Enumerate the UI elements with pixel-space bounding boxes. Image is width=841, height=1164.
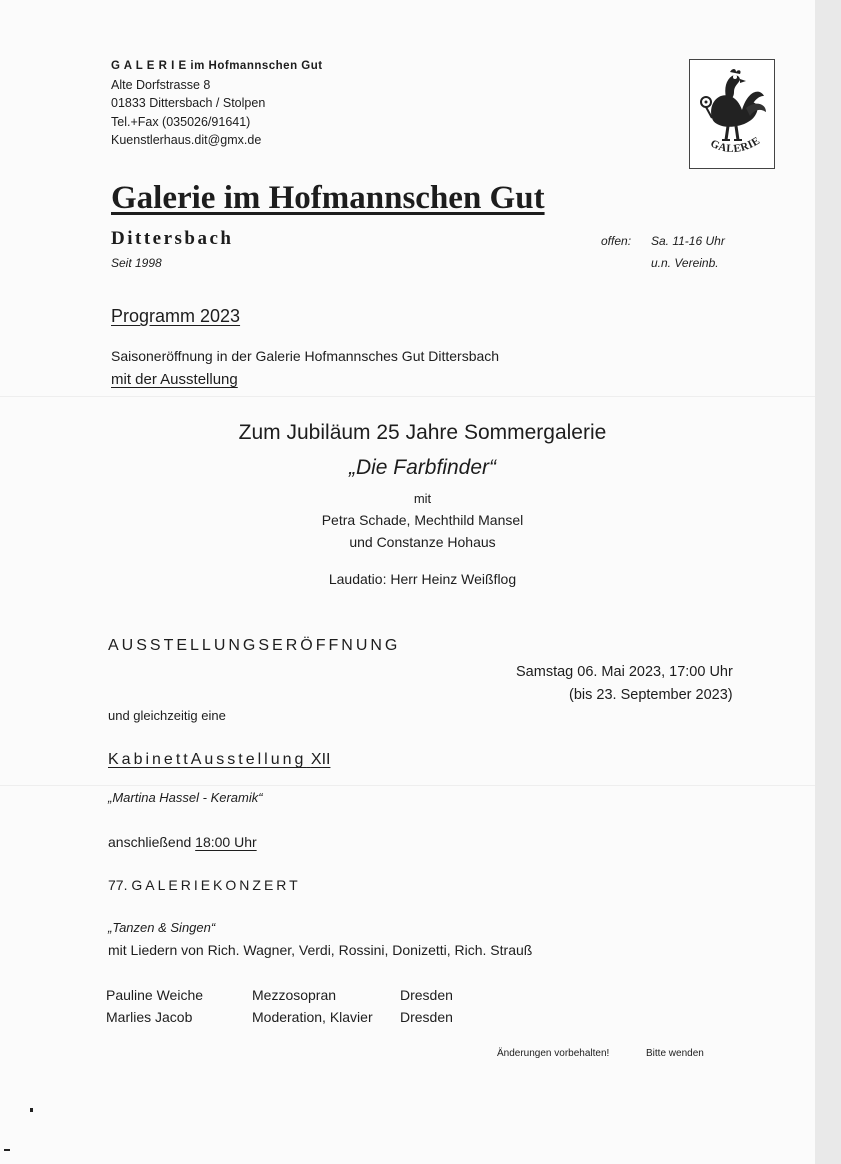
page-title: Galerie im Hofmannschen Gut xyxy=(111,180,545,216)
exhibition-name: „Die Farbfinder“ xyxy=(348,456,497,479)
rooster-icon xyxy=(690,60,774,168)
opening-hours: Sa. 11-16 Uhr xyxy=(651,234,725,248)
performer-city: Dresden xyxy=(400,1009,453,1025)
performer-name: Marlies Jacob xyxy=(106,1009,193,1025)
exhibition-artists-2: und Constanze Hohaus xyxy=(349,534,496,550)
opening-heading: AUSSTELLUNGSERÖFFNUNG xyxy=(108,637,401,654)
concert-title: „Tanzen & Singen“ xyxy=(108,920,216,935)
concert-number: 77. xyxy=(108,877,128,893)
cabinet-heading: KabinettAusstellung xyxy=(108,751,307,768)
cabinet-heading-line xyxy=(108,751,330,769)
fold-line xyxy=(0,396,815,397)
opening-hours-label: offen: xyxy=(601,234,632,248)
concert-heading: GALERIEKONZERT xyxy=(131,877,301,893)
opening-hours-extra: u.n. Vereinb. xyxy=(651,256,719,270)
performer-role: Mezzosopran xyxy=(252,987,337,1003)
opening-also: und gleichzeitig eine xyxy=(108,708,226,723)
concert-songs: mit Liedern von Rich. Wagner, Verdi, Rossini, Donizetti, Rich. Strauß xyxy=(108,942,533,958)
exhibition-title: Zum Jubiläum 25 Jahre Sommergalerie xyxy=(238,421,607,444)
speck xyxy=(4,1149,10,1151)
performer-name: Pauline Weiche xyxy=(106,987,204,1003)
letterhead-city: 01833 Dittersbach / Stolpen xyxy=(111,96,266,110)
program-heading: Programm 2023 xyxy=(111,306,241,326)
concert-heading-line xyxy=(108,877,301,893)
cabinet-number: XII xyxy=(310,751,331,768)
program-intro-2: mit der Ausstellung xyxy=(111,371,238,388)
exhibition-with: mit xyxy=(413,491,432,506)
exhibition-artists-1: Petra Schade, Mechthild Mansel xyxy=(321,512,524,528)
svg-text:GALERIE xyxy=(708,135,762,155)
performer-role: Moderation, Klavier xyxy=(252,1009,373,1025)
concert-after xyxy=(108,834,257,850)
program-intro: Saisoneröffnung in der Galerie Hofmannsches Gut Dittersbach xyxy=(111,348,500,364)
laudatio: Laudatio: Herr Heinz Weißflog xyxy=(328,571,517,587)
letterhead-phone: Tel.+Fax (035026/91641) xyxy=(111,114,251,129)
opening-until: (bis 23. September 2023) xyxy=(569,687,733,703)
cabinet-title: „Martina Hassel - Keramik“ xyxy=(108,790,263,805)
gallery-logo xyxy=(689,59,775,169)
since-year: Seit 1998 xyxy=(111,256,162,270)
footer-note-changes: Änderungen vorbehalten! xyxy=(497,1048,610,1059)
footer-note-turn: Bitte wenden xyxy=(646,1048,704,1059)
letterhead-email: Kuenstlerhaus.dit@gmx.de xyxy=(111,133,262,147)
letterhead-address xyxy=(111,57,323,150)
fold-line xyxy=(0,785,815,786)
concert-after-prefix: anschließend xyxy=(108,834,196,850)
speck xyxy=(30,1108,33,1112)
logo-text: GALERIE xyxy=(708,134,763,156)
subtitle-place: Dittersbach xyxy=(111,228,234,249)
letterhead-street: Alte Dorfstrasse 8 xyxy=(111,77,211,92)
letterhead-gallery-name: G A L E R I E im Hofmannschen Gut xyxy=(111,60,323,72)
opening-date: Samstag 06. Mai 2023, 17:00 Uhr xyxy=(516,664,733,680)
concert-after-time: 18:00 Uhr xyxy=(195,834,257,850)
performer-city: Dresden xyxy=(400,987,453,1003)
